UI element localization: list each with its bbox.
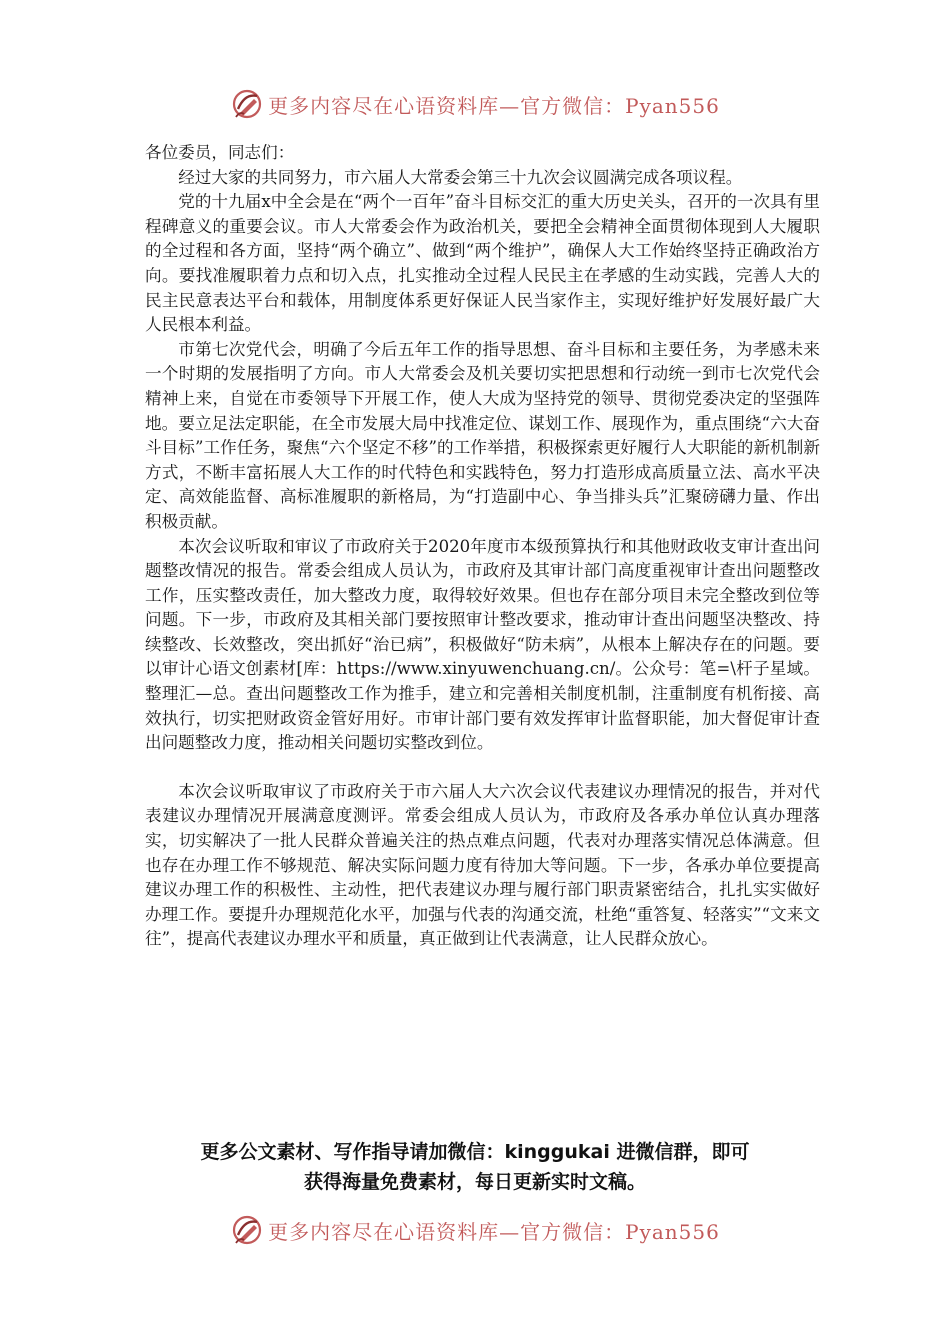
promo-line: 更多公文素材、写作指导请加微信：kinggukai 进微信群，即可 [200, 1141, 750, 1163]
paragraph: 本次会议听取审议了市政府关于市六届人大六次会议代表建议办理情况的报告，并对代表建议办理情况开展满意度测评。常委会组成人员认为，市政府及各承办单位认真办理落实，切实解决了一批人民群众普遍关注的热点难点问题，代表对办理落实情况总体满意。但也存在办理工作不够规范、解决实际问题力度有待加大等问题。下一步，各承办单位要提高建议办理工作的积极性、主动性，把代表建议办理与履行部门职责紧密结合，扎扎实实做好办理工作。要提升办理规范化水平，加强与代表的沟通交流，杜绝“重答复、轻落实”“文来文往”，提高代表建议办理水平和质量，真正做到让代表满意，让人民群众放心。 [145, 781, 820, 949]
paragraph: 市第七次党代会，明确了今后五年工作的指导思想、奋斗目标和主要任务，为孝感未来一个时期的发展指明了方向。市人大常委会及机关要切实把思想和行动统一到市七次党代会精神上来，自觉在市委领导下开展工作，使人大成为坚持党的领导、贯彻党委决定的坚强阵地。要立足法定职能，在全市发展大局中找准定位、谋划工作、展现作为，重点围绕“六大奋斗目标”工作任务，聚焦“六个坚定不移”的工作举措，积极探索更好履行人大职能的新机制新方式，不断丰富拓展人大工作的时代特色和实践特色，努力打造形成高质量立法、高水平决定、高效能监督、高标准履职的新格局，为“打造副中心、争当排头兵”汇聚磅礴力量、作出积极贡献。 [145, 339, 820, 531]
paragraph: 党的十九届x中全会是在“两个一百年”奋斗目标交汇的重大历史关头，召开的一次具有里程碑意义的重要会议。市人大常委会作为政治机关，要把全会精神全面贯彻体现到人大履职的全过程和各方面，坚持“两个确立”、做到“两个维护”，确保人大工作始终坚持正确政治方向。要找准履职着力点和切入点，扎实推动全过程人民民主在孝感的生动实践，完善人大的民主民意表达平台和载体，用制度体系更好保证人民当家作主，实现好维护好发展好最广大人民根本利益。 [145, 192, 820, 335]
salutation: 各位委员，同志们： [145, 143, 295, 162]
promo-notice [125, 1137, 825, 1197]
document-body [145, 141, 820, 952]
paragraph: 经过大家的共同努力，市六届人大常委会第三十九次会议圆满完成各项议程。 [178, 167, 743, 187]
paragraph: 本次会议听取和审议了市政府关于2020年度市本级预算执行和其他财政收支审计查出问题整改情况的报告。常委会组成人员认为，市政府及其审计部门高度重视审计查出问题整改工作，压实整改责任，加大整改力度，取得较好效果。但也存在部分项目未完全整改到位等问题。下一步，市政府及其相关部门要按照审计整改要求，推动审计查出问题坚决整改、持续整改、长效整改，突出抓好“治已病”，积极做好“防未病”，从根本上解决存在的问题。要以审计心语文创素材[库：https://www.xinyuwenchuang.cn/。公众号：笔=\杆子星域。整理汇—总。查出问题整改工作为推手，建立和完善相关制度机制，注重制度有机衔接、高效执行，切实把财政资金管好用好。市审计部门要有效发挥审计监督职能，加大督促审计查出问题整改力度，推动相关问题切实整改到位。 [145, 536, 820, 753]
header-banner [0, 84, 950, 124]
footer-banner-text: 更多内容尽在心语资料库—官方微信：Pyan556 [268, 1219, 720, 1244]
pen-swirl-icon [230, 87, 264, 121]
footer-banner [0, 1210, 950, 1250]
header-banner-text: 更多内容尽在心语资料库—官方微信：Pyan556 [268, 93, 720, 118]
promo-line: 获得海量免费素材，每日更新实时文稿。 [303, 1171, 646, 1193]
pen-swirl-icon [230, 1213, 264, 1247]
